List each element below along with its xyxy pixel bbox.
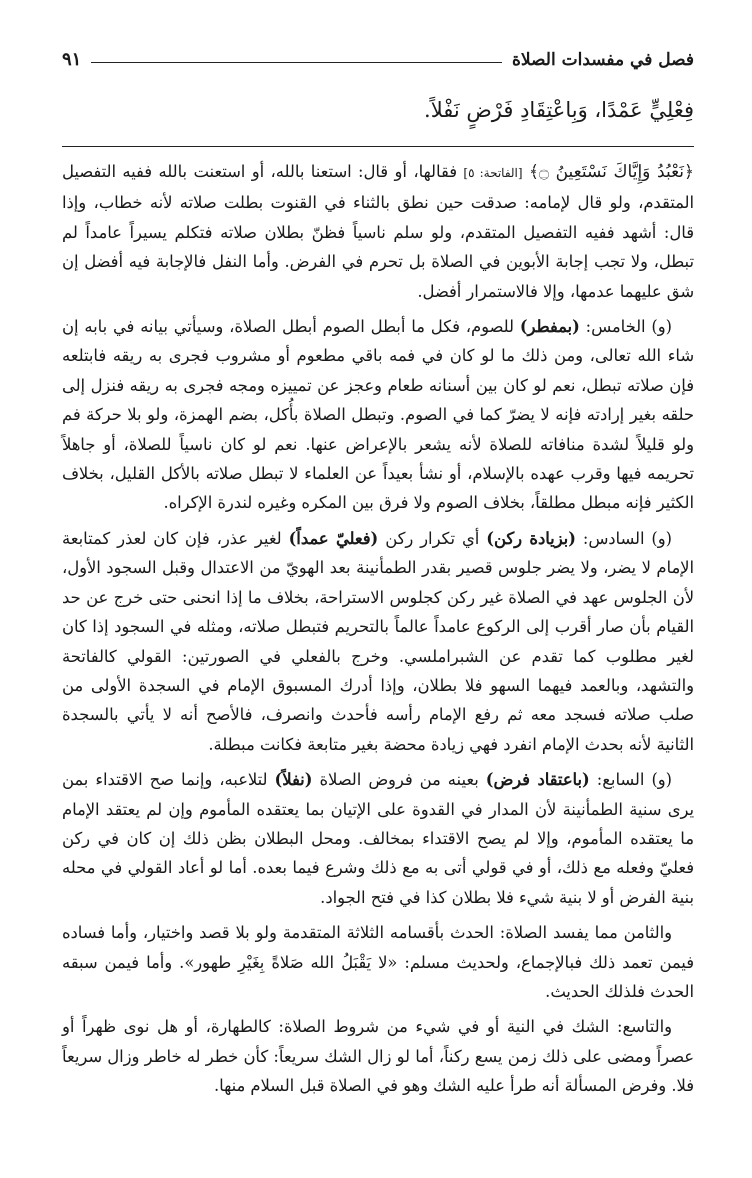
chapter-title: فصل في مفسدات الصلاة [511,50,694,70]
paragraph-fifth-bold: (بمفطر) [519,317,580,337]
paragraph-eighth [62,918,694,1006]
paragraph-1 [62,157,694,306]
paragraph-seventh-bold-1: (باعتقاد فرض) [485,770,590,790]
page-number: ٩١ [62,49,82,70]
quran-verse: ﴿نَعْبُدُ وَإِيَّاكَ نَسْتَعِينُ ۝﴾ [529,162,694,182]
paragraph-sixth-bold-1: (بزيادة ركن) [486,528,576,548]
paragraph-sixth-lead: (و) السادس: [575,528,672,548]
paragraph-fifth [62,312,694,518]
paragraph-seventh-mid: بعينه من فروض الصلاة [312,770,486,790]
paragraph-sixth-mid: أي تكرار ركن [378,528,487,548]
paragraph-sixth-text: لغير عذر، فإن كان لعذر كمتابعة الإمام لا يضر، ولا يضر جلوس قصير بقدر الطمأنينة بعد الهويّ من الاعتدال وقبل السجود الأول، لأن الجلوس عهد في الصلاة غير ركن كجلوس الاستراحة، بخلاف ما إذا انحنى حتى خرج عن حد القيام بأن صار أقرب إلى الركوع عامداً عالماً بالتحريم فتبطل صلاته، ومثله في السجود إذا كان لغير مطلوب كما تقدم عن الشبراملسي. وخرج بالفعلي في الصورتين: القولي كالفاتحة والتشهد، وبالعمد فيهما السهو فلا بطلان، وإذا أدرك المسبوق الإمام في السجدة الأولى من صلب صلاته فسجد معه ثم رفع الإمام رأسه فأحدث وانصرف، فالأصح أنه لا يأتي بالسجدة الثانية لأنه بحدث الإمام انفرد فهي زيادة محضة بغير متابعة فكانت مبطلة. [62,528,694,754]
paragraph-fifth-text: للصوم، فكل ما أبطل الصوم أبطل الصلاة، وسيأتي بيانه في بابه إن شاء الله تعالى، ومن ذلك ما لو كان في فمه باقي مطعوم أو مشروب فجرى به ريقه فابتلعه فإن صلاته تبطل، نعم لو كان بين أسنانه طعام وعجز عن تمييزه ومجه فجرى به ريقه فنزل إلى حلقه بغير إرادته فإنه لا يضرّ كما في الصوم. وتبطل الصلاة بأُكل، بضم الهمزة، ولو بلا حركة فم ولو قليلاً لشدة منافاته للصلاة لأنه يشعر بالإعراض عنها. نعم لو كان ناسياً للصلاة، أو جاهلاً تحريمه فيها وقرب عهده بالإسلام، أو نشأ بعيداً عن العلماء لا تبطل صلاته بالأكل القليل، بخلاف الكثير فإنه مبطل مطلقاً، بخلاف الصوم ولا فرق بين المكره وغيره لندرة الإكراه. [62,317,694,513]
matn-text: فِعْلِيٍّ عَمْدًا، وَبِاعْتِقَادِ فَرْضٍ نَفْلاً. [424,98,694,122]
running-header [62,40,694,70]
matn-separator [62,146,694,147]
paragraph-sixth-bold-2: (فعليّ عمداً) [288,528,379,548]
paragraph-sixth [62,524,694,759]
paragraph-seventh [62,765,694,912]
surah-reference: [الفاتحة: ٥] [463,166,523,180]
paragraph-ninth [62,1012,694,1100]
paragraph-fifth-lead: (و) الخامس: [579,317,673,337]
paragraph-1-text: فقالها، أو قال: استعنا بالله، أو استعنت بالله ففيه التفصيل المتقدم، ولو قال لإمامه: صدقت حين نطق بالثناء في القنوت بطلت صلاته لأنه خطاب، وإذا قال: أشهد ففيه التفصيل المتقدم، ولو سلم ناسياً فظنّ بطلان صلاته فتكلم يسيراً عامداً لم تبطل، ولا تجب إجابة الأبوين في الصلاة بل تحرم في الفرض. وأما النفل فالإجابة فيه أفضل إن شق عليهما عدمها، وإلا فالاستمرار أفضل. [62,162,694,301]
paragraph-ninth-text: والتاسع: الشك في النية أو في شيء من شروط الصلاة: كالطهارة، أو هل نوى ظهراً أو عصراً ومضى على ذلك زمن يسع ركناً، أما لو زال الشك سريعاً: كأن خطر له خاطر وزال سريعاً فلا. وفرض المسألة أنه طرأ عليه الشك وهو في الصلاة قبل السلام منها. [62,1017,694,1096]
paragraph-seventh-text: لتلاعبه، وإنما صح الاقتداء بمن يرى سنية الطمأنينة لأن المدار في القدوة على الإتيان بما يعتقده المأموم وإن لم يعتقد الإمام ما يعتقده المأموم، وإلا لم يصح الاقتداء بمخالف. ومحل البطلان بظن ذلك إن كان في ركن فعليّ وفعله مع ذلك، أو في قولي أتى به مع ذلك وشرع فيما بعده. أما لو أعاد القولي في محله بنية الفرض أو لا بنية شيء فلا بطلان كذا في فتح الجواد. [62,770,694,907]
paragraph-eighth-text: والثامن مما يفسد الصلاة: الحدث بأقسامه الثلاثة المتقدمة ولو بلا قصد واختيار، وأما فساده فيمن تعمد ذلك فبالإجماع، ولحديث مسلم: «لا يَقْبَلُ الله صَلاةً بِغَيْرِ طهور». وأما فيمن سبقه الحدث فلذلك الحديث. [62,923,694,1001]
header-rule [91,62,502,63]
paragraph-seventh-bold-2: (نفلاً) [274,770,313,790]
paragraph-seventh-lead: (و) السابع: [589,770,673,790]
